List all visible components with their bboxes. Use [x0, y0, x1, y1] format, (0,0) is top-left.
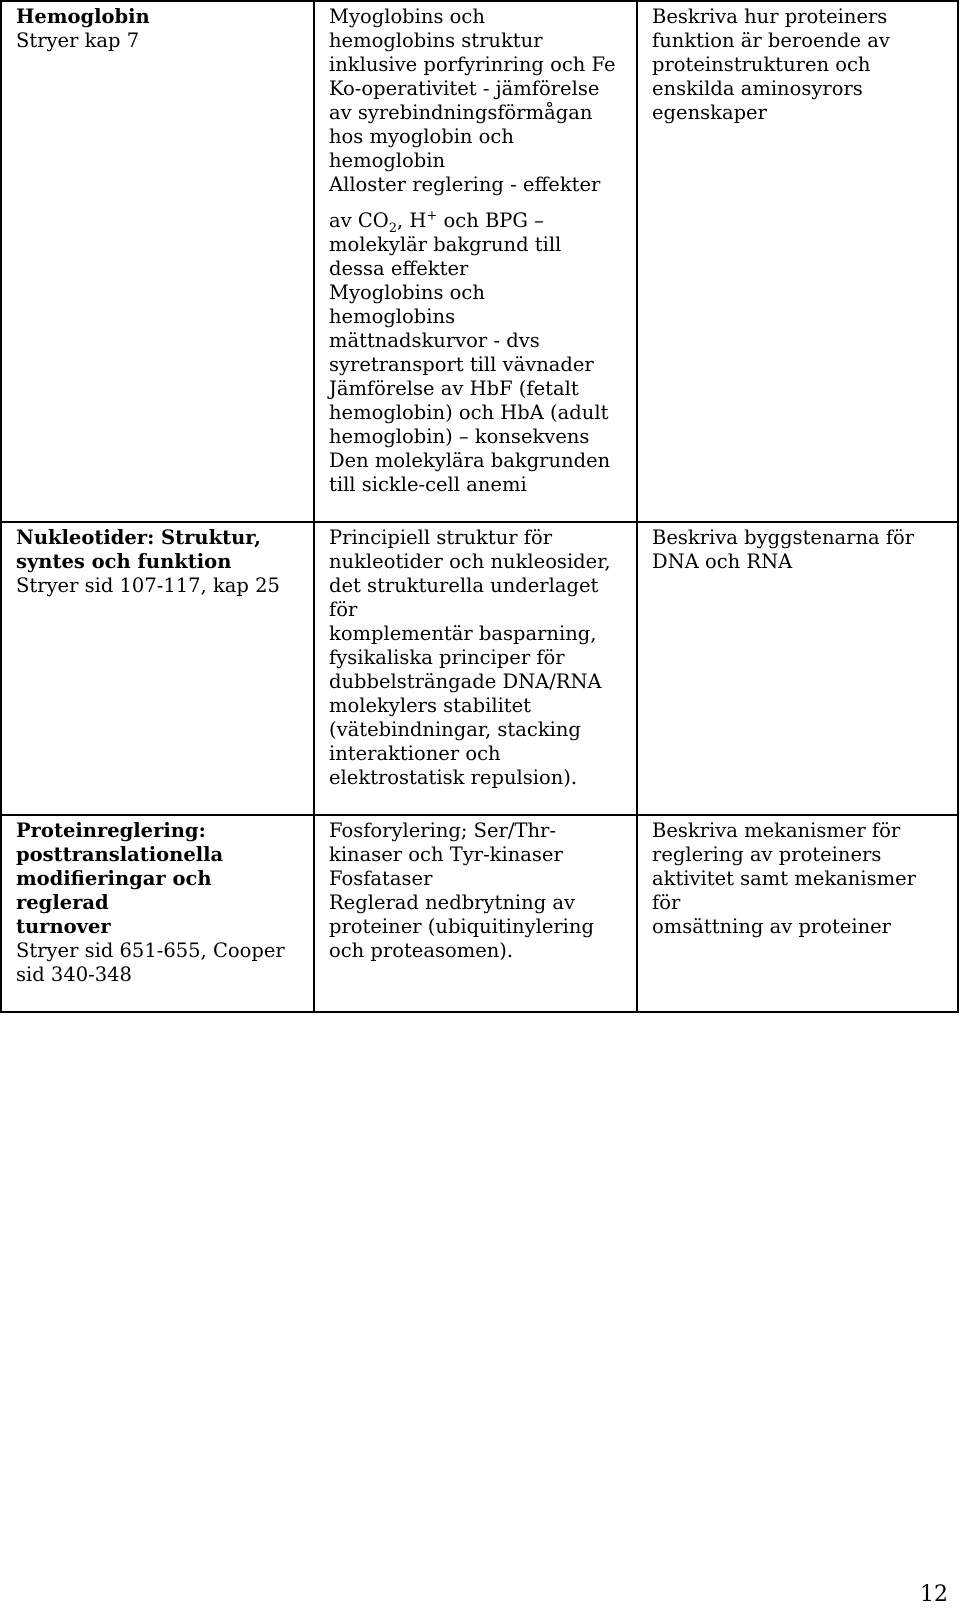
content-cell: [314, 1, 637, 522]
content-cell: [314, 815, 637, 1012]
content-line: Principiell struktur för: [329, 526, 553, 549]
topic-reference: Stryer sid 107-117, kap 25: [16, 574, 280, 597]
content-line: molekylers stabilitet: [329, 694, 532, 717]
content-line: Alloster reglering - effekter: [329, 173, 601, 196]
content-line: till sickle-cell anemi: [329, 473, 527, 496]
content-line: hemoglobin: [329, 149, 446, 172]
content-line: dubbelsträngade DNA/RNA: [329, 670, 602, 693]
content-line: hos myoglobin och: [329, 125, 514, 148]
page-number: 12: [920, 1582, 948, 1607]
goal-line: egenskaper: [652, 101, 767, 124]
topic-title: Hemoglobin: [16, 5, 150, 28]
content-line: interaktioner och: [329, 742, 501, 765]
content-line: (vätebindningar, stacking: [329, 718, 581, 741]
goal-line: Beskriva mekanismer för: [652, 819, 901, 842]
content-line: hemoglobin) och HbA (adult: [329, 401, 609, 424]
table-row-proteinreglering: [1, 815, 958, 1012]
topic-cell: [1, 815, 314, 1012]
topic-title: syntes och funktion: [16, 550, 232, 573]
goal-line: funktion är beroende av: [652, 29, 890, 52]
content-line: mättnadskurvor - dvs: [329, 329, 540, 352]
content-line: och proteasomen).: [329, 939, 514, 962]
formula-prefix: av CO: [329, 209, 389, 232]
goal-line: Beskriva hur proteiners: [652, 5, 888, 28]
goal-line: enskilda aminosyrors: [652, 77, 863, 100]
content-line: Ko-operativitet - jämförelse: [329, 77, 600, 100]
topic-cell: [1, 1, 314, 522]
content-line: komplementär basparning,: [329, 622, 597, 645]
formula-mid: , H: [397, 209, 427, 232]
content-line: elektrostatisk repulsion).: [329, 766, 578, 789]
goal-line: DNA och RNA: [652, 550, 793, 573]
content-line: Reglerad nedbrytning av: [329, 891, 576, 914]
topic-cell: [1, 522, 314, 815]
content-line: det strukturella underlaget för: [329, 574, 599, 621]
content-line: molekylär bakgrund till: [329, 233, 562, 256]
content-line: fysikaliska principer för: [329, 646, 565, 669]
h-superscript: +: [426, 208, 438, 224]
content-line: nukleotider och nukleosider,: [329, 550, 611, 573]
content-line: Den molekylära bakgrunden: [329, 449, 611, 472]
line-gap: [329, 197, 622, 209]
topic-reference: Stryer kap 7: [16, 29, 140, 52]
content-line: kinaser och Tyr-kinaser: [329, 843, 563, 866]
topic-title: Proteinreglering:: [16, 819, 206, 842]
content-line: proteiner (ubiquitinylering: [329, 915, 594, 938]
content-cell: [314, 522, 637, 815]
goal-line: proteinstrukturen och: [652, 53, 871, 76]
goal-line: aktivitet samt mekanismer för: [652, 867, 916, 914]
content-line: syretransport till vävnader: [329, 353, 594, 376]
topic-title: posttranslationella: [16, 843, 224, 866]
co2-subscript: 2: [388, 220, 398, 236]
content-line: Myoglobins och: [329, 5, 485, 28]
content-line: Myoglobins och: [329, 281, 485, 304]
content-line: hemoglobins: [329, 305, 456, 328]
goal-line: reglering av proteiners: [652, 843, 882, 866]
content-line: dessa effekter: [329, 257, 469, 280]
content-line: Fosfataser: [329, 867, 433, 890]
goal-line: Beskriva byggstenarna för: [652, 526, 915, 549]
formula-line: [329, 208, 622, 236]
topic-reference: Stryer sid 651-655, Cooper: [16, 939, 285, 962]
formula-suffix: och BPG –: [437, 209, 544, 232]
content-line: Fosforylering; Ser/Thr-: [329, 819, 556, 842]
content-line: hemoglobin) – konsekvens: [329, 425, 590, 448]
goal-cell: [637, 1, 958, 522]
topic-title: Nukleotider: Struktur,: [16, 526, 261, 549]
goal-cell: [637, 815, 958, 1012]
topic-title: turnover: [16, 915, 111, 938]
content-line: hemoglobins struktur: [329, 29, 543, 52]
content-line: Jämförelse av HbF (fetalt: [329, 377, 579, 400]
table-row-hemoglobin: [1, 1, 958, 522]
content-line: inklusive porfyrinring och Fe: [329, 53, 616, 76]
topic-reference: sid 340-348: [16, 963, 132, 986]
table-row-nukleotider: [1, 522, 958, 815]
goal-cell: [637, 522, 958, 815]
content-line: av syrebindningsförmågan: [329, 101, 593, 124]
goal-line: omsättning av proteiner: [652, 915, 891, 938]
topic-title: modifieringar och reglerad: [16, 867, 212, 914]
